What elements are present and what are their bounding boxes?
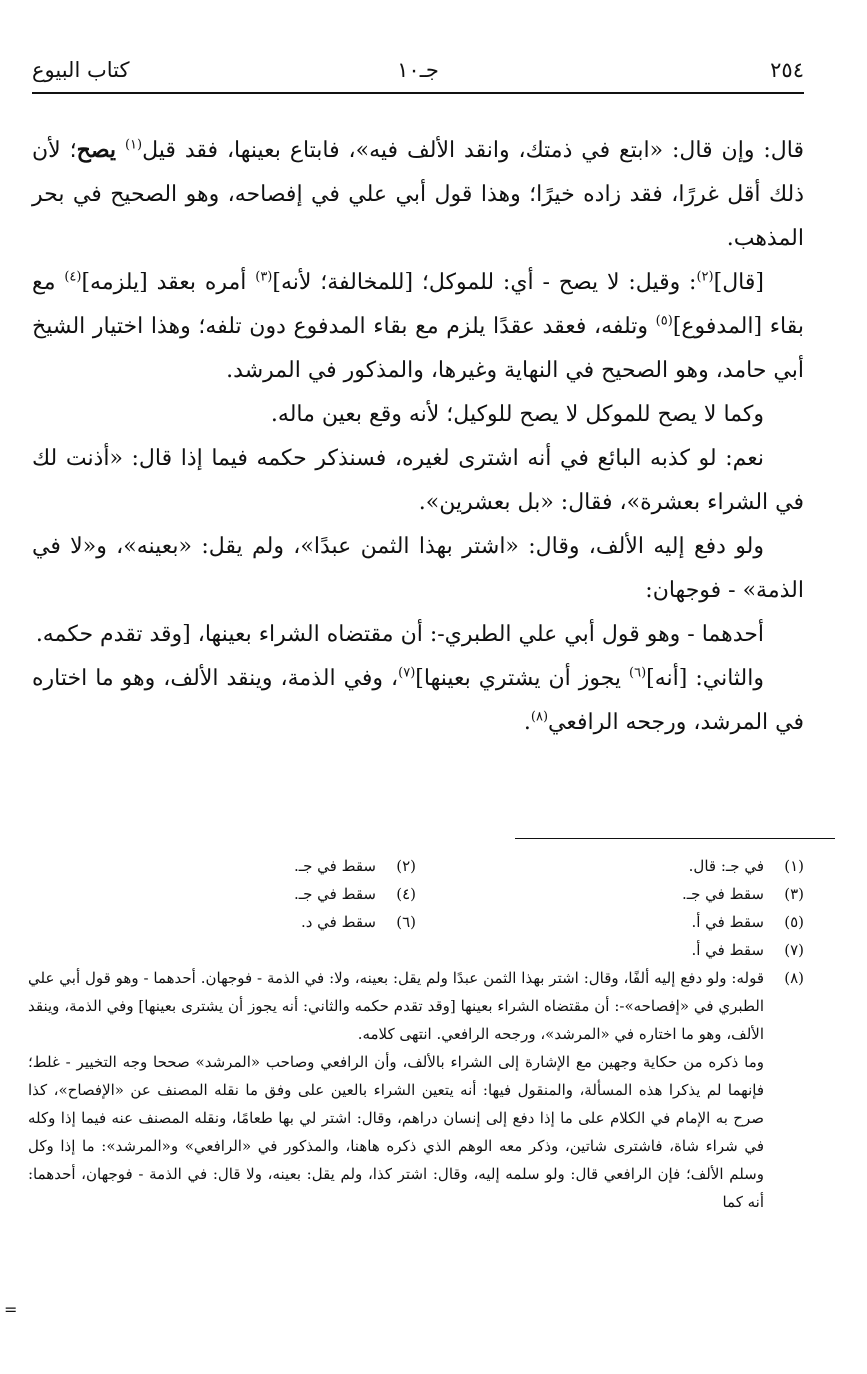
footnote-number: (٨) [784, 969, 804, 987]
text-span: ، وفي الذمة، وينقد الألف، وهو ما اختاره في المرشد، ورجحه الرافعي [32, 666, 804, 735]
footnote-text: سقط في جـ. [293, 885, 376, 903]
text-span: قال: وإن قال: «ابتع في ذمتك، وانقد الألف فيه»، فابتاع بعينها، فقد قيل [142, 138, 804, 163]
paragraph-7 [32, 657, 804, 745]
footnote-2 [28, 852, 416, 880]
main-text [32, 128, 804, 745]
text-span: ؛ لأن ذلك أقل غررًا، فقد زاده خيرًا؛ وهذا قول أبي علي في إفصاحه، وهو الصحيح في بحر المذهب. [32, 138, 804, 251]
footnote-8 [28, 964, 804, 1216]
paragraph-4: نعم: لو كذبه البائع في أنه اشترى لغيره، فسنذكر حكمه فيما إذا قال: «أذنت لك في الشراء بعشرة»، فقال: «بل بعشرين». [32, 446, 804, 515]
footnote-divider [515, 838, 835, 839]
paragraph-2 [32, 261, 804, 393]
paragraph-1 [32, 128, 804, 261]
footnote-1 [416, 852, 804, 880]
footnote-text: سقط في أ. [691, 913, 764, 931]
footnote-text: في جـ: قال. [688, 857, 764, 875]
footnote-6 [28, 908, 416, 936]
footnote-8-body [28, 964, 764, 1216]
volume-label: جـ١٠ [397, 58, 439, 82]
footnote-8-para-2: وما ذكره من حكاية وجهين مع الإشارة إلى الشراء بالألف، وأن الرافعي وصاحب «المرشد» صححا وجه التخيير - غلط؛ فإنهما لم يذكرا هذه المسألة، والمنقول فيها: أنه يتعين الشراء بالعين على وفق ما نقله المصنف عن «الإفصاح»، كذا صرح به الإمام في الكلام على ما إذا دفع إلى إنسان دراهم، وقال: اشتر لي بها طعامًا، ونقله المصنف عنه فيما إذا وكله في شراء شاة، فاشترى شاتين، وذكر معه الوهم الذي ذكره هاهنا، والمذكور في «الرافعي» و«المرشد»: ما إذا وكل وسلم الألف؛ فإن الرافعي قال: ولو سلمه إليه، وقال: اشتر كذا، ولم يقل: بعينه، ولا قال: في الذمة - فوجهان، أحدهما: أنه كما [28, 1053, 764, 1211]
footnote-number: (١) [784, 857, 804, 875]
paragraph-3: وكما لا يصح للموكل لا يصح للوكيل؛ لأنه وقع بعين ماله. [270, 402, 764, 427]
footnote-5 [416, 908, 804, 936]
text-span-bold: يصح [76, 137, 117, 163]
text-span: وتلفه، فعقد عقدًا يلزم مع بقاء المدفوع دون تلفه؛ وهذا اختيار الشيخ أبي حامد، وهو الصحيح في النهاية وغيرها، والمذكور في المرشد. [32, 314, 804, 383]
footnote-8-para-1: قوله: ولو دفع إليه ألفًا، وقال: اشتر بهذا الثمن عبدًا ولم يقل: بعينه، ولا: في الذمة - فوجهان. أحدهما - وهو قول أبي علي الطبري في «إفصاحه»-: أن مقتضاه الشراء بعينها [وقد تقدم حكمه والثاني: أنه يجوز أن يشترى بعينها] وفي الذمة، وينقد الألف، وهو ما اختاره في «المرشد»، ورجحه الرافعي. انتهى كلامه. [28, 969, 764, 1043]
footnotes [28, 852, 804, 1216]
footnote-grid [28, 852, 804, 964]
text-span: أمره بعقد [يلزمه] [81, 270, 256, 295]
text-span: يجوز أن يشتري بعينها] [415, 666, 630, 691]
text-span: [قال] [713, 270, 764, 295]
footnote-text: سقط في د. [300, 913, 376, 931]
text-span: . [523, 710, 531, 735]
footnote-text: سقط في جـ. [293, 857, 376, 875]
book-title: كتاب البيوع [32, 58, 130, 82]
text-span: مع بقاء [المدفوع] [32, 270, 804, 339]
text-span: والثاني: [أنه] [646, 666, 764, 691]
footnote-ref-2: (٢) [696, 269, 714, 285]
text-span: : وقيل: لا يصح - أي: للموكل؛ [للمخالفة؛ لأنه] [272, 270, 697, 295]
footnote-number: (٢) [396, 857, 416, 875]
footnote-ref-6: (٦) [629, 665, 647, 681]
footnote-ref-4: (٤) [64, 269, 82, 285]
footnote-number: (٦) [396, 913, 416, 931]
footnote-text: سقط في جـ. [681, 885, 764, 903]
footnote-ref-1: (١) [124, 137, 143, 153]
footnote-number: (٣) [784, 885, 804, 903]
paragraph-5: ولو دفع إليه الألف، وقال: «اشتر بهذا الثمن عبدًا»، ولم يقل: «بعينه»، و«لا في الذمة» - فوجهان: [32, 534, 804, 603]
footnote-number: (٥) [784, 913, 804, 931]
footnote-number: (٤) [396, 885, 416, 903]
footnote-ref-3: (٣) [255, 269, 273, 285]
footnote-4 [28, 880, 416, 908]
paragraph-6: أحدهما - وهو قول أبي علي الطبري-: أن مقتضاه الشراء بعينها، [وقد تقدم حكمه. [35, 622, 764, 647]
footnote-ref-5: (٥) [655, 313, 673, 329]
footnote-text: سقط في أ. [691, 941, 764, 959]
footnote-ref-8: (٨) [530, 709, 549, 725]
footnote-number: (٧) [784, 941, 804, 959]
footnote-3 [416, 880, 804, 908]
footnote-7 [416, 936, 804, 964]
page-header [32, 54, 804, 94]
continuation-mark: = [4, 1300, 18, 1319]
page-number: ٢٥٤ [770, 58, 804, 82]
footnote-ref-7: (٧) [398, 665, 416, 681]
